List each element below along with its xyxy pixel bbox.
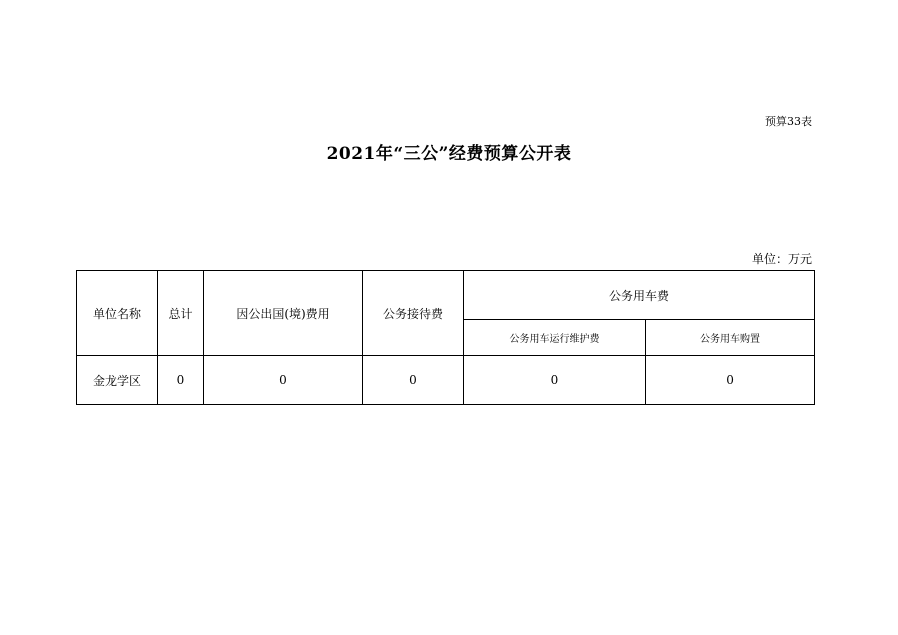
- header-vehicle-operation: 公务用车运行维护费: [464, 320, 646, 356]
- cell-total: 0: [158, 356, 204, 405]
- cell-overseas: 0: [204, 356, 363, 405]
- form-number: 预算33表: [765, 115, 812, 128]
- header-total: 总计: [158, 271, 204, 356]
- header-unit-name: 单位名称: [77, 271, 158, 356]
- header-vehicle: 公务用车费: [464, 271, 815, 320]
- cell-unit-name: 金龙学区: [77, 356, 158, 405]
- cell-vehicle-operation: 0: [464, 356, 646, 405]
- budget-table: [76, 270, 815, 405]
- header-vehicle-purchase: 公务用车购置: [646, 320, 815, 356]
- header-overseas: 因公出国(境)费用: [204, 271, 363, 356]
- page-title: 2021年“三公”经费预算公开表: [326, 144, 572, 164]
- header-row-top: [77, 271, 815, 320]
- header-reception: 公务接待费: [363, 271, 464, 356]
- cell-reception: 0: [363, 356, 464, 405]
- unit-label: 单位：万元: [751, 252, 812, 266]
- table-row: [77, 356, 815, 405]
- cell-vehicle-purchase: 0: [646, 356, 815, 405]
